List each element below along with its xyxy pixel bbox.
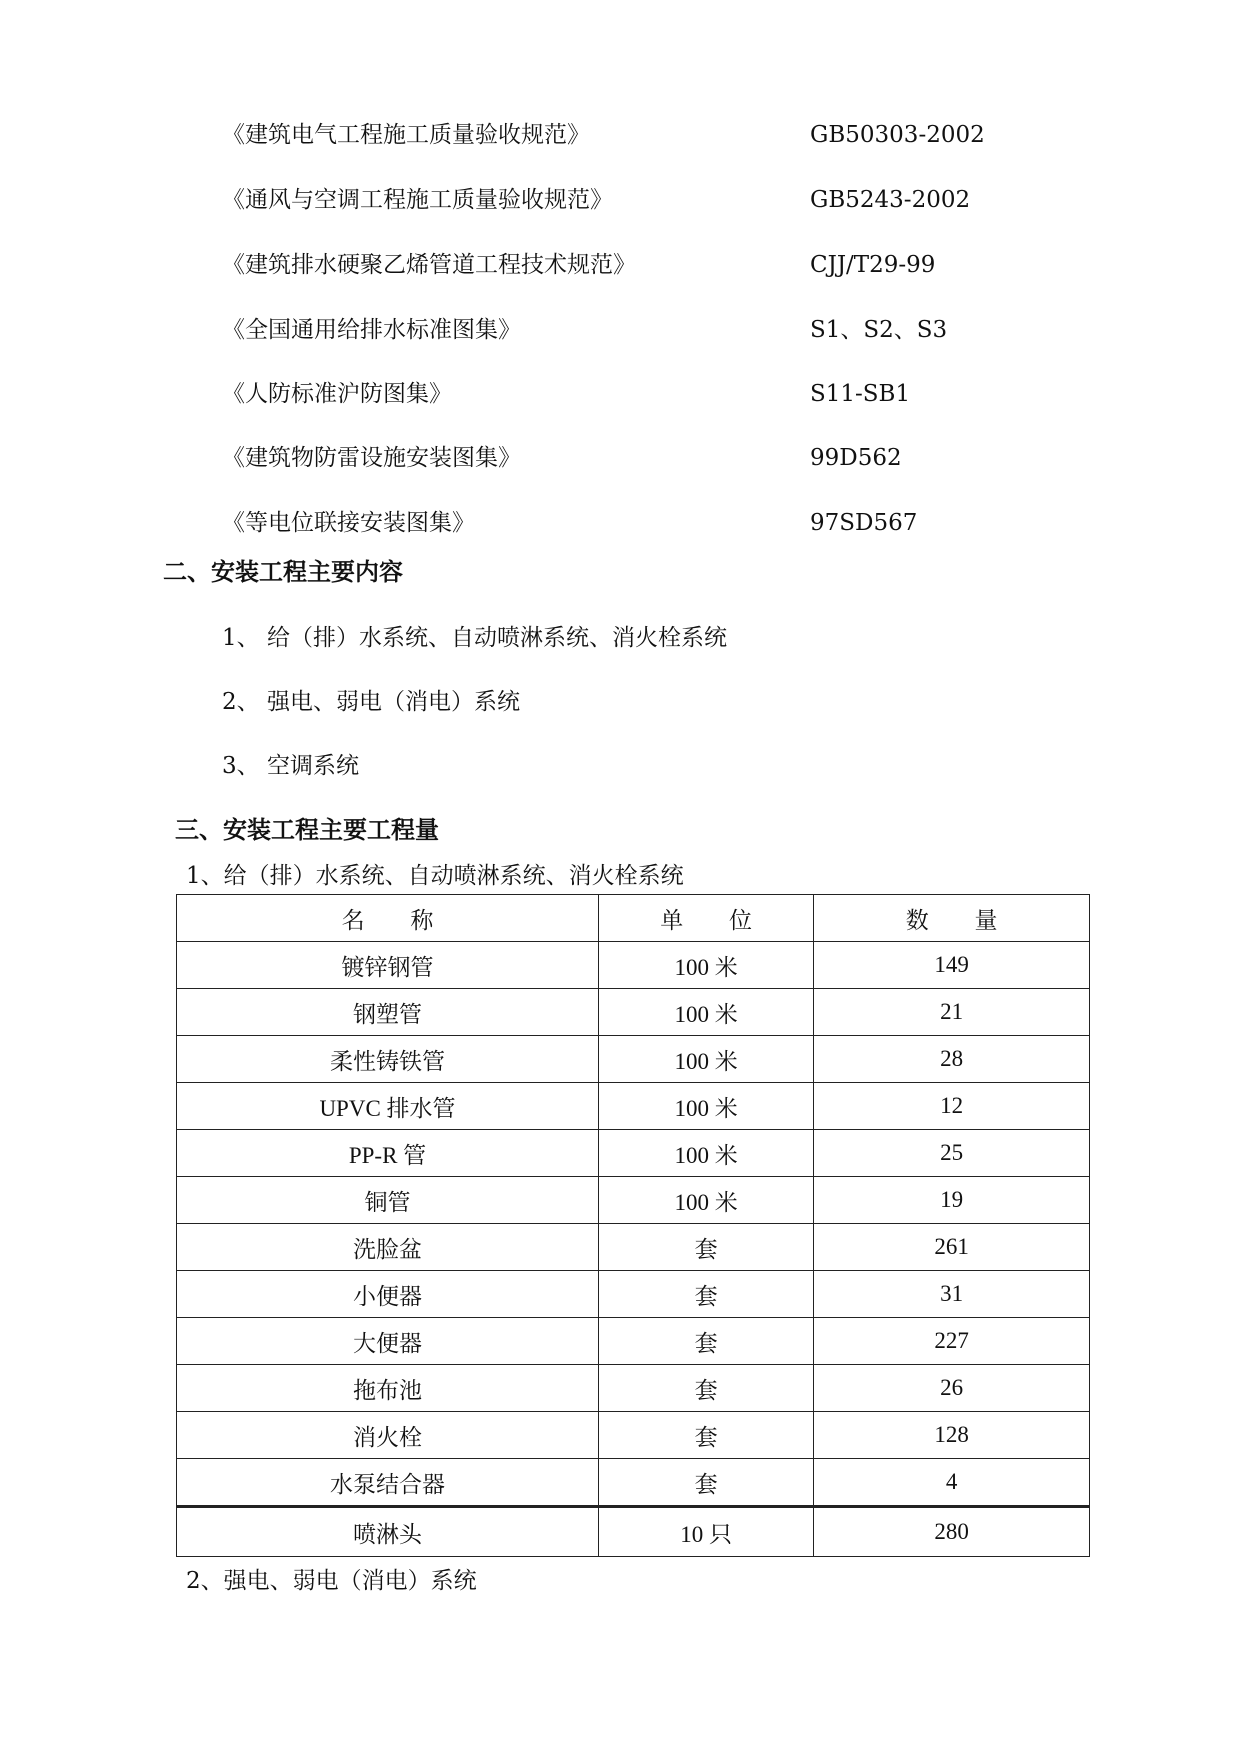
standard-name: 《等电位联接安装图集》 [222,510,475,536]
cell-qty: 19 [814,1177,1090,1224]
table-row [177,1177,1090,1224]
cell-name: 水泵结合器 [177,1459,599,1507]
standard-code: S11-SB1 [810,381,911,407]
cell-unit: 100 米 [599,942,814,989]
cell-name: 大便器 [177,1318,599,1365]
standard-code: GB50303-2002 [810,122,985,148]
cell-name: 喷淋头 [177,1507,599,1557]
cell-qty: 261 [814,1224,1090,1271]
cell-qty: 227 [814,1318,1090,1365]
cell-unit: 套 [599,1224,814,1271]
cell-unit: 100 米 [599,1177,814,1224]
section2-heading: 二、安装工程主要内容 [163,557,403,586]
cell-unit: 套 [599,1271,814,1318]
standard-name: 《通风与空调工程施工质量验收规范》 [222,187,613,213]
standard-row [222,310,982,350]
cell-name: 钢塑管 [177,989,599,1036]
cell-name: 镀锌钢管 [177,942,599,989]
table-row [177,1130,1090,1177]
cell-unit: 套 [599,1412,814,1459]
standard-row [222,115,985,155]
standard-row [222,503,982,543]
column-header-name: 名 称 [177,895,599,942]
cell-qty: 26 [814,1365,1090,1412]
cell-unit: 100 米 [599,1036,814,1083]
cell-unit: 套 [599,1318,814,1365]
table-row [177,1271,1090,1318]
cell-unit: 10 只 [599,1507,814,1557]
standard-code: 99D562 [810,445,902,471]
cell-qty: 4 [814,1459,1090,1507]
standard-name: 《建筑电气工程施工质量验收规范》 [222,122,590,148]
cell-unit: 100 米 [599,1083,814,1130]
standard-row [222,374,982,414]
cell-qty: 280 [814,1507,1090,1557]
standard-row [222,180,982,220]
subsection-title: 2、强电、弱电（消电）系统 [186,1568,477,1594]
quantity-table [176,894,1090,1557]
table-row [177,1365,1090,1412]
standard-name: 《建筑物防雷设施安装图集》 [222,445,521,471]
table-row [177,989,1090,1036]
standard-name: 《建筑排水硬聚乙烯管道工程技术规范》 [222,252,636,278]
cell-name: PP-R 管 [177,1130,599,1177]
cell-name: UPVC 排水管 [177,1083,599,1130]
standard-name: 《全国通用给排水标准图集》 [222,317,521,343]
cell-name: 柔性铸铁管 [177,1036,599,1083]
table-row [177,1318,1090,1365]
table-row [177,1224,1090,1271]
cell-name: 洗脸盆 [177,1224,599,1271]
cell-name: 小便器 [177,1271,599,1318]
cell-qty: 21 [814,989,1090,1036]
cell-qty: 149 [814,942,1090,989]
section2-item: 3、 空调系统 [222,753,359,779]
section2-item: 2、 强电、弱电（消电）系统 [222,689,520,715]
table-row [177,942,1090,989]
table-header-row [177,895,1090,942]
cell-qty: 28 [814,1036,1090,1083]
cell-unit: 100 米 [599,989,814,1036]
table-row [177,1459,1090,1507]
cell-qty: 128 [814,1412,1090,1459]
section2-item: 1、 给（排）水系统、自动喷淋系统、消火栓系统 [222,625,727,651]
table-row [177,1036,1090,1083]
standard-code: GB5243-2002 [810,187,971,213]
table-row [177,1083,1090,1130]
cell-qty: 31 [814,1271,1090,1318]
table-row [177,1412,1090,1459]
standard-code: CJJ/T29-99 [810,252,936,278]
cell-unit: 100 米 [599,1130,814,1177]
cell-name: 铜管 [177,1177,599,1224]
standard-code: 97SD567 [810,510,918,536]
cell-name: 消火栓 [177,1412,599,1459]
cell-unit: 套 [599,1459,814,1507]
cell-qty: 25 [814,1130,1090,1177]
table-row [177,1507,1090,1557]
standard-code: S1、S2、S3 [810,317,948,343]
standard-row [222,245,982,285]
subsection-title: 1、给（排）水系统、自动喷淋系统、消火栓系统 [186,863,684,889]
cell-name: 拖布池 [177,1365,599,1412]
column-header-qty: 数 量 [814,895,1090,942]
cell-qty: 12 [814,1083,1090,1130]
standard-name: 《人防标准沪防图集》 [222,381,452,407]
cell-unit: 套 [599,1365,814,1412]
section3-heading: 三、安装工程主要工程量 [175,815,439,844]
standard-row [222,438,982,478]
column-header-unit: 单 位 [599,895,814,942]
